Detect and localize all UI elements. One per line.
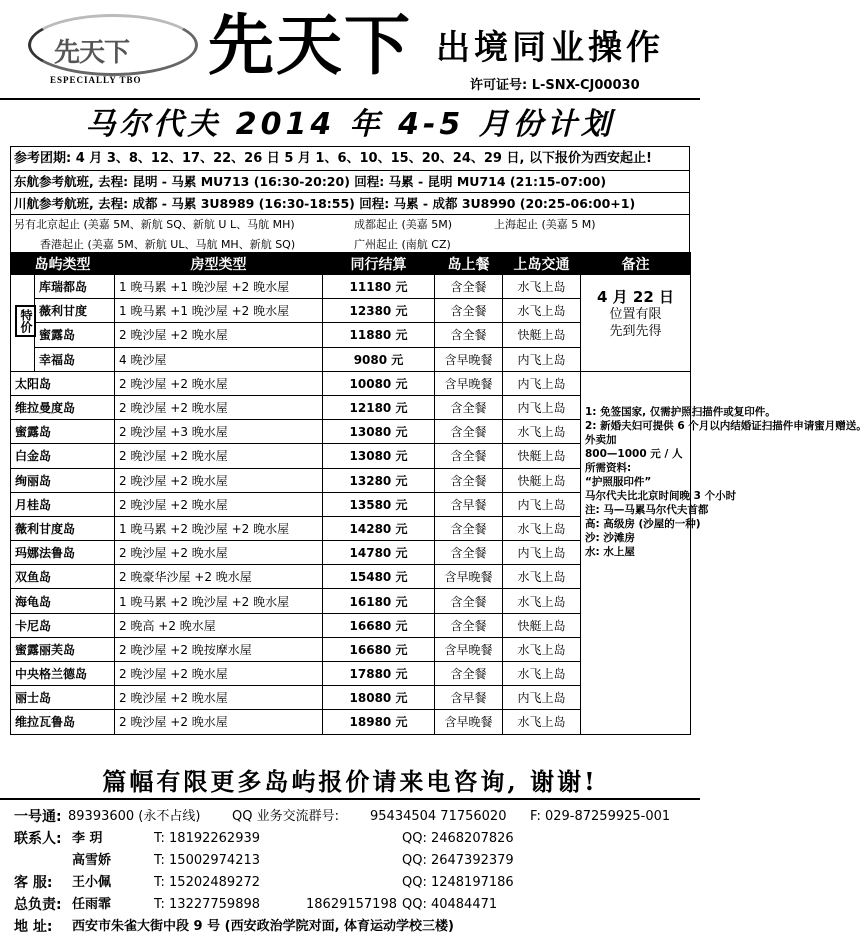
island-name: 库瑞都岛 xyxy=(35,275,115,299)
room-type: 2 晚沙屋 +2 晚水屋 xyxy=(115,686,323,710)
island-name: 蜜露岛 xyxy=(35,323,115,347)
header-room: 房型类型 xyxy=(115,253,323,275)
other-departures xyxy=(11,215,689,255)
room-type: 2 晚沙屋 +2 晚水屋 xyxy=(115,492,323,516)
address-text: 西安市朱雀大街中段 9 号 (西安政治学院对面, 体育运动学校三楼) xyxy=(72,919,454,934)
island-name: 薇利甘度岛 xyxy=(11,516,115,540)
transport: 水飞上岛 xyxy=(503,565,581,589)
contact-qq: QQ: 40484471 xyxy=(402,897,498,912)
transport: 水飞上岛 xyxy=(503,637,581,661)
transport: 内飞上岛 xyxy=(503,541,581,565)
special-tag xyxy=(11,275,35,372)
meal: 含早晚餐 xyxy=(435,371,503,395)
island-name: 太阳岛 xyxy=(11,371,115,395)
other-departure-item: 上海起止 (美嘉 5 M) xyxy=(494,218,596,231)
room-type: 2 晚沙屋 +2 晚水屋 xyxy=(115,395,323,419)
note-line: 沙: 沙滩房 xyxy=(585,531,635,544)
room-type: 2 晚沙屋 +2 晚水屋 xyxy=(115,468,323,492)
meal: 含全餐 xyxy=(435,420,503,444)
contact-qq: QQ: 2468207826 xyxy=(402,831,514,846)
note-line: “护照服印件” xyxy=(585,475,652,488)
meal: 含早晚餐 xyxy=(435,637,503,661)
island-name: 幸福岛 xyxy=(35,347,115,371)
people-list xyxy=(14,828,694,916)
transport: 快艇上岛 xyxy=(503,613,581,637)
meal: 含全餐 xyxy=(435,299,503,323)
page-title: 马尔代夫 2014 年 4-5 月份计划 xyxy=(85,107,615,142)
note-line: 所需资料: xyxy=(585,461,632,474)
contact-phone: T: 18192262939 xyxy=(154,831,261,846)
room-type: 2 晚沙屋 +2 晚水屋 xyxy=(115,541,323,565)
room-type: 2 晚沙屋 +2 晚水屋 xyxy=(115,710,323,734)
transport: 内飞上岛 xyxy=(503,686,581,710)
notes-column xyxy=(581,371,867,734)
contact-row xyxy=(14,894,694,916)
table-row xyxy=(11,371,691,395)
price: 13080 元 xyxy=(323,444,435,468)
price: 9080 元 xyxy=(323,347,435,371)
contact-name: 任雨霏 xyxy=(72,897,112,912)
contact-phone: T: 13227759898 xyxy=(154,897,261,912)
price: 11180 元 xyxy=(323,275,435,299)
price: 12180 元 xyxy=(323,395,435,419)
contact-name: 王小佩 xyxy=(72,875,112,890)
hotline-number: 89393600 (永不占线) xyxy=(68,809,201,824)
contact-role: 客 服: xyxy=(14,875,53,891)
contact-phone: T: 15002974213 xyxy=(154,853,261,868)
meal: 含全餐 xyxy=(435,468,503,492)
price: 18080 元 xyxy=(323,686,435,710)
special-tag-label: 特价 xyxy=(15,305,36,337)
note-line: 1: 免签国家, 仅需护照扫描件或复印件。 xyxy=(585,405,776,418)
room-type: 2 晚沙屋 +2 晚水屋 xyxy=(115,444,323,468)
meal: 含早餐 xyxy=(435,492,503,516)
price: 16180 元 xyxy=(323,589,435,613)
island-name: 中央格兰德岛 xyxy=(11,662,115,686)
contact-row xyxy=(14,872,694,894)
price: 13280 元 xyxy=(323,468,435,492)
other-departure-item: 另有北京起止 (美嘉 5M、新航 SQ、新航 U L、马航 MH) xyxy=(14,218,295,231)
meal: 含全餐 xyxy=(435,516,503,540)
contact-row xyxy=(14,828,694,850)
room-type: 2 晚沙屋 +2 晚水屋 xyxy=(115,662,323,686)
sichuan-airline-flights: 川航参考航班, 去程: 成都 - 马累 3U8989 (16:30-18:55) 回程: 马累 - 成都 3U8990 (20:25-06:00+1) xyxy=(11,193,689,215)
price: 16680 元 xyxy=(323,637,435,661)
special-note-line: 先到先得 xyxy=(609,324,662,339)
contact-phone: T: 15202489272 xyxy=(154,875,261,890)
transport: 内飞上岛 xyxy=(503,395,581,419)
island-name: 维拉曼度岛 xyxy=(11,395,115,419)
table-header-row xyxy=(11,253,691,275)
room-type: 1 晚马累 +1 晚沙屋 +2 晚水屋 xyxy=(115,299,323,323)
meal: 含全餐 xyxy=(435,323,503,347)
license-number: 许可证号: L-SNX-CJ00030 xyxy=(470,78,640,93)
footer-banner: 篇幅有限更多岛屿报价请来电咨询, 谢谢! xyxy=(0,764,700,800)
island-name: 月桂岛 xyxy=(11,492,115,516)
price: 13080 元 xyxy=(323,420,435,444)
island-name: 丽士岛 xyxy=(11,686,115,710)
price: 11880 元 xyxy=(323,323,435,347)
transport: 内飞上岛 xyxy=(503,492,581,516)
table-body xyxy=(11,275,867,735)
other-departure-item: 香港起止 (美嘉 5M、新航 UL、马航 MH、新航 SQ) xyxy=(40,238,296,251)
note-line: 外卖加 xyxy=(585,433,617,446)
note-line: 注: 马—马累马尔代夫首都 xyxy=(585,503,709,516)
meal: 含全餐 xyxy=(435,662,503,686)
slogan: 出境同业操作 xyxy=(436,28,664,68)
room-type: 2 晚沙屋 +3 晚水屋 xyxy=(115,420,323,444)
island-name: 卡尼岛 xyxy=(11,613,115,637)
room-type: 1 晚马累 +1 晚沙屋 +2 晚水屋 xyxy=(115,275,323,299)
contact-name: 李 玥 xyxy=(72,831,103,846)
island-name: 维拉瓦鲁岛 xyxy=(11,710,115,734)
transport: 快艇上岛 xyxy=(503,468,581,492)
note-line: 高: 高级房 (沙屋的一种) xyxy=(585,517,701,530)
meal: 含早晚餐 xyxy=(435,347,503,371)
header-transport: 上岛交通 xyxy=(503,253,581,275)
address-label: 地 址: xyxy=(14,919,53,935)
table-row xyxy=(11,275,691,299)
room-type: 2 晚高 +2 晚水屋 xyxy=(115,613,323,637)
note-line: 800—1000 元 / 人 xyxy=(585,447,683,460)
special-note xyxy=(581,275,691,372)
meal: 含全餐 xyxy=(435,589,503,613)
other-departure-item: 广州起止 (南航 CZ) xyxy=(354,238,451,251)
logo-text: 先天下 xyxy=(54,38,130,68)
room-type: 4 晚沙屋 xyxy=(115,347,323,371)
special-note-date: 4 月 22 日 xyxy=(597,288,674,306)
logo-subtitle: ESPECIALLY TBO xyxy=(50,75,142,85)
qq-group-number: 95434504 71756020 xyxy=(370,809,507,824)
island-name: 蜜露丽芙岛 xyxy=(11,637,115,661)
company-logo xyxy=(28,14,198,84)
contact-role: 总负责: xyxy=(14,897,62,913)
island-name: 玛娜法鲁岛 xyxy=(11,541,115,565)
island-name: 绚丽岛 xyxy=(11,468,115,492)
other-departures-line xyxy=(14,215,689,235)
price: 14280 元 xyxy=(323,516,435,540)
transport: 水飞上岛 xyxy=(503,516,581,540)
note-line: 水: 水上屋 xyxy=(585,545,635,558)
price: 16680 元 xyxy=(323,613,435,637)
transport: 水飞上岛 xyxy=(503,589,581,613)
transport: 内飞上岛 xyxy=(503,371,581,395)
header-price: 同行结算 xyxy=(323,253,435,275)
price: 12380 元 xyxy=(323,299,435,323)
transport: 快艇上岛 xyxy=(503,323,581,347)
contact-qq: QQ: 2647392379 xyxy=(402,853,514,868)
transport: 水飞上岛 xyxy=(503,662,581,686)
transport: 快艇上岛 xyxy=(503,444,581,468)
transport: 水飞上岛 xyxy=(503,420,581,444)
note-line: 马尔代夫比北京时间晚 3 个小时 xyxy=(585,489,737,502)
brand-name: 先天下 xyxy=(208,7,412,84)
price: 13580 元 xyxy=(323,492,435,516)
contact-role: 联系人: xyxy=(14,831,62,847)
transport: 水飞上岛 xyxy=(503,710,581,734)
room-type: 2 晚沙屋 +2 晚水屋 xyxy=(115,323,323,347)
island-name: 海龟岛 xyxy=(11,589,115,613)
meal: 含全餐 xyxy=(435,541,503,565)
contact-row xyxy=(14,850,694,872)
contact-qq: QQ: 1248197186 xyxy=(402,875,514,890)
meal: 含早晚餐 xyxy=(435,710,503,734)
qq-group-label: QQ 业务交流群号: xyxy=(232,809,339,824)
meal: 含全餐 xyxy=(435,613,503,637)
price: 17880 元 xyxy=(323,662,435,686)
price: 15480 元 xyxy=(323,565,435,589)
island-name: 白金岛 xyxy=(11,444,115,468)
room-type: 2 晚沙屋 +2 晚按摩水屋 xyxy=(115,637,323,661)
room-type: 2 晚豪华沙屋 +2 晚水屋 xyxy=(115,565,323,589)
header-island: 岛屿类型 xyxy=(11,253,115,275)
hotline-row xyxy=(14,806,694,828)
room-type: 1 晚马累 +2 晚沙屋 +2 晚水屋 xyxy=(115,589,323,613)
address-row xyxy=(14,916,694,938)
price: 10080 元 xyxy=(323,371,435,395)
island-name: 薇利甘度 xyxy=(35,299,115,323)
group-dates: 参考团期: 4 月 3、8、12、17、22、26 日 5 月 1、6、10、15、20、24、29 日, 以下报价为西安起止! xyxy=(11,147,689,171)
other-departure-item: 成都起止 (美嘉 5M) xyxy=(354,218,453,231)
header xyxy=(0,0,700,100)
meal: 含早晚餐 xyxy=(435,565,503,589)
special-note-line: 位置有限 xyxy=(609,307,662,322)
room-type: 1 晚马累 +2 晚沙屋 +2 晚水屋 xyxy=(115,516,323,540)
contact-name: 高雪娇 xyxy=(72,853,112,868)
meal: 含全餐 xyxy=(435,395,503,419)
hotline-label: 一号通: xyxy=(14,809,62,825)
transport: 内飞上岛 xyxy=(503,347,581,371)
note-line: 2: 新婚夫妇可提供 6 个月以内结婚证扫描件申请蜜月赠送。 xyxy=(585,419,867,432)
room-type: 2 晚沙屋 +2 晚水屋 xyxy=(115,371,323,395)
east-airline-flights: 东航参考航班, 去程: 昆明 - 马累 MU713 (16:30-20:20) 回程: 马累 - 昆明 MU714 (21:15-07:00) xyxy=(11,171,689,193)
contact-phone-extra: 18629157198 xyxy=(306,897,397,912)
meal: 含全餐 xyxy=(435,444,503,468)
header-meal: 岛上餐 xyxy=(435,253,503,275)
transport: 水飞上岛 xyxy=(503,275,581,299)
transport: 水飞上岛 xyxy=(503,299,581,323)
info-box xyxy=(10,146,690,256)
island-name: 双鱼岛 xyxy=(11,565,115,589)
meal: 含早餐 xyxy=(435,686,503,710)
contacts xyxy=(14,806,694,938)
header-notes: 备注 xyxy=(581,253,691,275)
island-name: 蜜露岛 xyxy=(11,420,115,444)
meal: 含全餐 xyxy=(435,275,503,299)
price: 18980 元 xyxy=(323,710,435,734)
price-table xyxy=(10,252,867,735)
fax-number: F: 029-87259925-001 xyxy=(530,809,671,824)
price: 14780 元 xyxy=(323,541,435,565)
